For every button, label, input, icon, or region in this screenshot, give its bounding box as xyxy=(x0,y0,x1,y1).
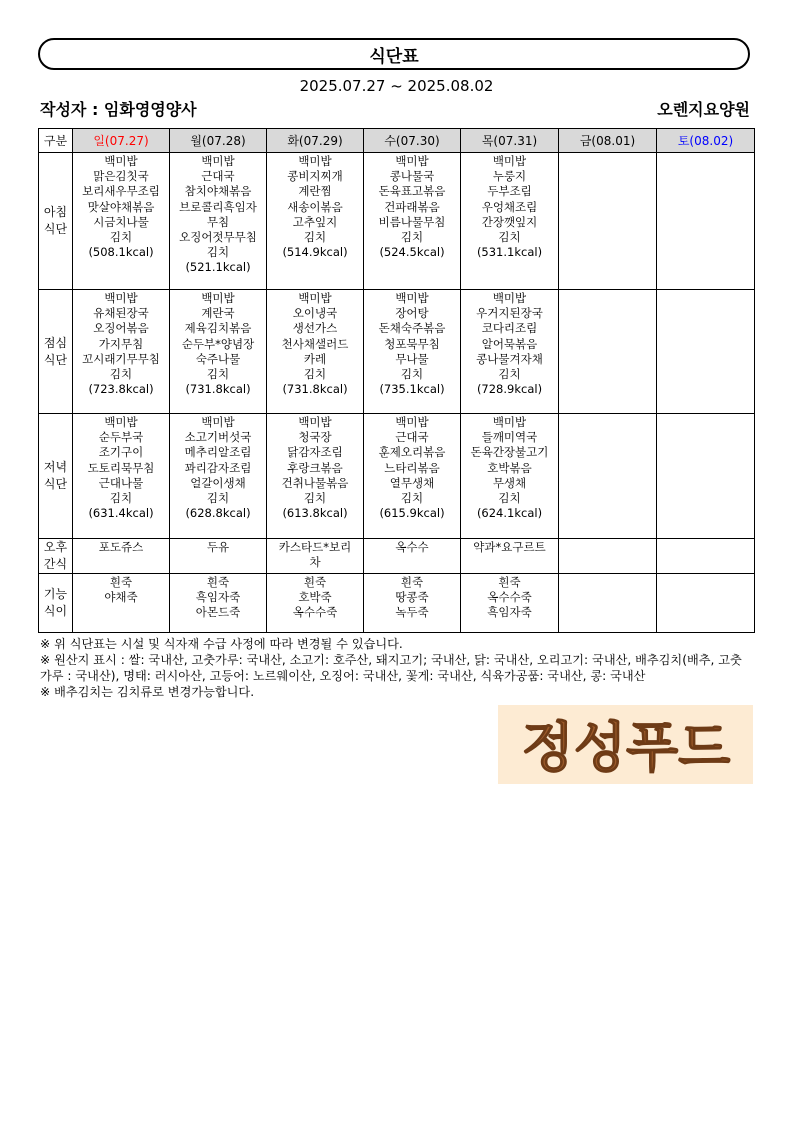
menu-item: 브로콜리흑임자 xyxy=(179,199,257,214)
menu-body xyxy=(39,153,755,633)
menu-item: 아몬드죽 xyxy=(195,605,241,620)
menu-item: 김치 xyxy=(206,367,230,382)
menu-item: (615.9kcal) xyxy=(379,506,445,521)
day-header-thu: 목(07.31) xyxy=(461,129,559,153)
menu-item: 시금치나물 xyxy=(93,214,149,229)
menu-item: 김치 xyxy=(498,230,521,245)
menu-item: (508.1kcal) xyxy=(88,245,154,260)
menu-item: 청포묵무침 xyxy=(384,336,440,351)
menu-cell-breakfast-tue xyxy=(267,153,364,290)
company-logo xyxy=(498,705,753,784)
menu-item: 오징어젓무무침 xyxy=(179,230,257,245)
menu-item: (624.1kcal) xyxy=(476,506,543,521)
menu-item: 흑임자죽 xyxy=(487,605,532,620)
meal-label-special-diet xyxy=(39,574,73,633)
menu-item: 보리새우무조림 xyxy=(82,184,160,199)
menu-item: 들깨미역국 xyxy=(481,430,538,445)
menu-cell-lunch-wed xyxy=(364,290,461,414)
day-header-tue: 화(07.29) xyxy=(267,129,364,153)
menu-item: 약과*요구르트 xyxy=(473,540,546,554)
menu-cell-breakfast-fri xyxy=(559,153,657,290)
menu-item: 근대국 xyxy=(395,430,429,445)
meal-label-breakfast xyxy=(39,153,73,290)
menu-item: 얼갈이생채 xyxy=(190,475,246,490)
menu-item: 고추잎지 xyxy=(292,214,338,229)
menu-cell-snack-tue xyxy=(267,539,364,574)
meal-label-line: 점심 xyxy=(43,335,68,350)
menu-item: 김치 xyxy=(303,367,327,382)
menu-item: 차 xyxy=(309,555,321,570)
weekly-menu-table xyxy=(38,128,755,633)
menu-item: (521.1kcal) xyxy=(185,260,251,275)
menu-item: 돈채숙주볶음 xyxy=(378,321,446,336)
day-header-mon: 월(07.28) xyxy=(170,129,267,153)
menu-item: 백미밥 xyxy=(298,415,332,429)
menu-cell-snack-fri xyxy=(559,539,657,574)
menu-item: 백미밥 xyxy=(104,154,138,168)
menu-item: 순두부국 xyxy=(98,430,144,445)
menu-item: 김치 xyxy=(206,491,230,506)
menu-cell-lunch-tue xyxy=(267,290,364,414)
menu-item: 조기구이 xyxy=(98,445,144,460)
meal-label-snack xyxy=(39,539,73,574)
menu-item: 순두부*양념장 xyxy=(181,336,255,351)
menu-item: 생선가스 xyxy=(292,321,338,336)
menu-item: 옥수수죽 xyxy=(487,590,532,605)
menu-item: 백미밥 xyxy=(201,415,235,429)
meal-label-lunch xyxy=(39,290,73,414)
menu-cell-special-diet-tue xyxy=(267,574,364,633)
menu-item: 김치 xyxy=(109,491,133,506)
menu-cell-breakfast-mon xyxy=(170,153,267,290)
menu-item: 건취나물볶음 xyxy=(281,475,349,490)
menu-item: 누룽지 xyxy=(492,169,527,184)
menu-item: 백미밥 xyxy=(492,415,527,429)
menu-item: 김치 xyxy=(400,367,424,382)
menu-item: 소고기버섯국 xyxy=(184,430,252,445)
menu-cell-snack-wed xyxy=(364,539,461,574)
menu-item: 새송이볶음 xyxy=(287,199,343,214)
menu-item: (735.1kcal) xyxy=(379,382,445,397)
menu-item: 백미밥 xyxy=(492,291,527,305)
menu-item: 계란찜 xyxy=(298,184,332,199)
meal-label-line: 식단 xyxy=(43,477,68,491)
menu-item: (723.8kcal) xyxy=(88,382,154,397)
menu-item: 김치 xyxy=(303,491,327,506)
menu-item: 김치 xyxy=(400,230,424,245)
menu-cell-breakfast-sun xyxy=(73,153,170,290)
menu-cell-lunch-sat xyxy=(657,290,755,414)
menu-cell-snack-mon xyxy=(170,539,267,574)
menu-cell-dinner-thu xyxy=(461,414,559,539)
menu-item: 백미밥 xyxy=(104,415,138,429)
meal-row-breakfast xyxy=(39,153,755,290)
meal-label-line: 기능 xyxy=(43,587,68,601)
menu-item: 흰죽 xyxy=(303,575,327,589)
menu-cell-special-diet-fri xyxy=(559,574,657,633)
meal-label-line: 아침 xyxy=(43,205,68,219)
note-origin: ※ 원산지 표시 : 쌀: 국내산, 고춧가루: 국내산, 소고기: 호주산, 돼지고기; 국내산, 닭: 국내산, 오리고기: 국내산, 배추김치(배추, 고춧가루 : 국내산), 명태: 러시아산, 고등어: 노르웨이산, 오징어: 국내산, 꽃게: 국내산, 식육가공품: 국내산, 콩: 국내산 xyxy=(40,653,742,683)
menu-item: 메추리알조림 xyxy=(184,445,252,460)
menu-cell-special-diet-mon xyxy=(170,574,267,633)
menu-cell-lunch-thu xyxy=(461,290,559,414)
menu-item: 백미밥 xyxy=(395,415,429,429)
menu-item: 후랑크볶음 xyxy=(287,460,343,475)
menu-item: 비름나물무침 xyxy=(378,214,446,229)
menu-cell-lunch-sun xyxy=(73,290,170,414)
table-header-row xyxy=(39,129,755,153)
menu-cell-special-diet-sat xyxy=(657,574,755,633)
menu-item: (613.8kcal) xyxy=(282,506,348,521)
menu-item: 계란국 xyxy=(201,306,235,321)
menu-item: 콩나물국 xyxy=(389,169,435,184)
menu-cell-dinner-tue xyxy=(267,414,364,539)
menu-item: 훈제오리볶음 xyxy=(378,445,446,460)
menu-item: (731.8kcal) xyxy=(185,382,251,397)
menu-item: 김치 xyxy=(206,245,230,260)
menu-cell-snack-thu xyxy=(461,539,559,574)
logo-wordmark xyxy=(501,709,751,781)
meal-row-dinner xyxy=(39,414,755,539)
meal-label-line: 식단 xyxy=(43,222,68,236)
menu-item: 호박볶음 xyxy=(487,460,532,475)
menu-item: (628.8kcal) xyxy=(185,506,251,521)
meal-row-lunch xyxy=(39,290,755,414)
menu-item: 포도쥬스 xyxy=(98,540,144,554)
menu-item: 돈육간장불고기 xyxy=(470,445,549,460)
menu-item: 도토리묵무침 xyxy=(87,460,155,475)
menu-cell-special-diet-wed xyxy=(364,574,461,633)
menu-item: 김치 xyxy=(400,491,424,506)
menu-item: 무나물 xyxy=(395,351,429,366)
menu-title-banner xyxy=(38,38,750,70)
menu-item: (524.5kcal) xyxy=(379,245,445,260)
menu-item: 돈육표고볶음 xyxy=(378,184,446,199)
menu-cell-breakfast-sat xyxy=(657,153,755,290)
day-header-fri: 금(08.01) xyxy=(559,129,657,153)
menu-item: 코다리조림 xyxy=(481,321,538,336)
menu-item: 장어탕 xyxy=(395,306,429,321)
menu-item: 근대국 xyxy=(201,169,235,184)
menu-cell-snack-sun xyxy=(73,539,170,574)
menu-cell-dinner-mon xyxy=(170,414,267,539)
day-header-sun: 일(07.27) xyxy=(73,129,170,153)
notes xyxy=(40,636,752,700)
menu-item: 우거지된장국 xyxy=(476,306,543,321)
menu-cell-dinner-wed xyxy=(364,414,461,539)
menu-item: 오징어볶음 xyxy=(93,321,149,336)
meal-label-dinner xyxy=(39,414,73,539)
menu-item: 우엉채조림 xyxy=(481,199,538,214)
menu-item: 알어묵볶음 xyxy=(481,336,538,351)
facility-name: 오렌지요양원 xyxy=(657,100,750,119)
menu-item: 백미밥 xyxy=(492,154,527,168)
menu-period: 2025.07.27 ~ 2025.08.02 xyxy=(299,77,494,95)
menu-item: 백미밥 xyxy=(298,154,332,168)
menu-cell-breakfast-thu xyxy=(461,153,559,290)
menu-cell-snack-sat xyxy=(657,539,755,574)
menu-item: (531.1kcal) xyxy=(476,245,543,260)
menu-item: 청국장 xyxy=(298,430,332,445)
meal-label-line: 저녁 xyxy=(43,460,68,474)
menu-cell-lunch-mon xyxy=(170,290,267,414)
menu-item: 김치 xyxy=(109,367,133,382)
menu-item: 콩나물겨자채 xyxy=(476,351,543,366)
menu-item: 맑은김칫국 xyxy=(93,169,149,184)
menu-item: 흰죽 xyxy=(498,575,521,589)
menu-cell-special-diet-sun xyxy=(73,574,170,633)
menu-item: 느타리볶음 xyxy=(384,460,440,475)
menu-item: (728.9kcal) xyxy=(476,382,543,397)
page-title: 식단표 xyxy=(369,46,419,67)
author-label: 작성자 : 임화영영양사 xyxy=(40,100,197,119)
menu-cell-dinner-sun xyxy=(73,414,170,539)
menu-item: 천사채샐러드 xyxy=(281,336,349,351)
menu-item: 백미밥 xyxy=(395,154,429,168)
menu-item: 두부조림 xyxy=(487,184,532,199)
meal-label-line: 식단 xyxy=(43,352,68,367)
menu-item: 건파래볶음 xyxy=(384,199,440,214)
menu-cell-dinner-fri xyxy=(559,414,657,539)
meal-label-line: 간식 xyxy=(43,557,68,571)
menu-item: 녹두죽 xyxy=(395,605,429,620)
menu-item: 숙주나물 xyxy=(195,351,241,366)
menu-item: 꽈리감자조림 xyxy=(184,460,252,475)
menu-item: 두유 xyxy=(206,540,230,554)
menu-cell-lunch-fri xyxy=(559,290,657,414)
day-header-wed: 수(07.30) xyxy=(364,129,461,153)
menu-item: 백미밥 xyxy=(201,291,235,305)
meal-row-special-diet xyxy=(39,574,755,633)
menu-item: 옥수수죽 xyxy=(292,605,338,620)
menu-item: 백미밥 xyxy=(395,291,429,305)
menu-item: 간장깻잎지 xyxy=(481,214,538,229)
menu-item: 흑임자죽 xyxy=(195,590,241,605)
menu-cell-dinner-sat xyxy=(657,414,755,539)
menu-item: (631.4kcal) xyxy=(88,506,154,521)
menu-item: 김치 xyxy=(498,367,521,382)
menu-item: 제육김치볶음 xyxy=(184,321,252,336)
day-header-sat: 토(08.02) xyxy=(657,129,755,153)
menu-item: 흰죽 xyxy=(109,575,133,589)
menu-item: 무침 xyxy=(206,214,230,229)
logo-text: 정성푸드 xyxy=(521,715,730,779)
menu-item: 옥수수 xyxy=(395,540,429,554)
menu-item: 근대나물 xyxy=(98,475,144,490)
menu-item: 열무생채 xyxy=(389,475,435,490)
menu-item: 닭감자조림 xyxy=(287,445,343,460)
menu-item: 오이냉국 xyxy=(292,306,338,321)
menu-item: 무생채 xyxy=(492,475,527,490)
menu-cell-breakfast-wed xyxy=(364,153,461,290)
menu-item: 맛살야채볶음 xyxy=(87,199,155,214)
menu-item: 백미밥 xyxy=(201,154,235,168)
menu-item: 김치 xyxy=(303,230,327,245)
menu-item: 땅콩죽 xyxy=(395,590,429,605)
menu-cell-special-diet-thu xyxy=(461,574,559,633)
meal-label-line: 식이 xyxy=(43,604,68,618)
menu-item: 참치야채볶음 xyxy=(184,184,252,199)
menu-item: 김치 xyxy=(498,491,521,506)
menu-item: 가지무침 xyxy=(98,336,144,351)
menu-item: 유채된장국 xyxy=(93,306,149,321)
menu-item: 카스타드*보리 xyxy=(278,540,352,554)
menu-item: 김치 xyxy=(109,230,133,245)
menu-item: 흰죽 xyxy=(400,575,424,589)
menu-item: 흰죽 xyxy=(206,575,230,589)
menu-item: 콩비지찌개 xyxy=(287,169,343,184)
note-kimchi: ※ 배추김치는 김치류로 변경가능합니다. xyxy=(40,685,255,699)
menu-item: (514.9kcal) xyxy=(282,245,348,260)
menu-item: 야채죽 xyxy=(104,590,138,605)
corner-label: 구분 xyxy=(39,129,73,153)
menu-item: 호박죽 xyxy=(298,590,332,605)
menu-item: 백미밥 xyxy=(298,291,332,305)
meal-label-line: 오후 xyxy=(43,540,68,554)
menu-item: 꼬시래기무무침 xyxy=(82,351,160,366)
menu-item: 백미밥 xyxy=(104,291,138,305)
menu-item: 카레 xyxy=(303,351,327,366)
menu-item: (731.8kcal) xyxy=(282,382,348,397)
note-change: ※ 위 식단표는 시설 및 식자재 수급 사정에 따라 변경될 수 있습니다. xyxy=(40,637,403,651)
meal-row-snack xyxy=(39,539,755,574)
